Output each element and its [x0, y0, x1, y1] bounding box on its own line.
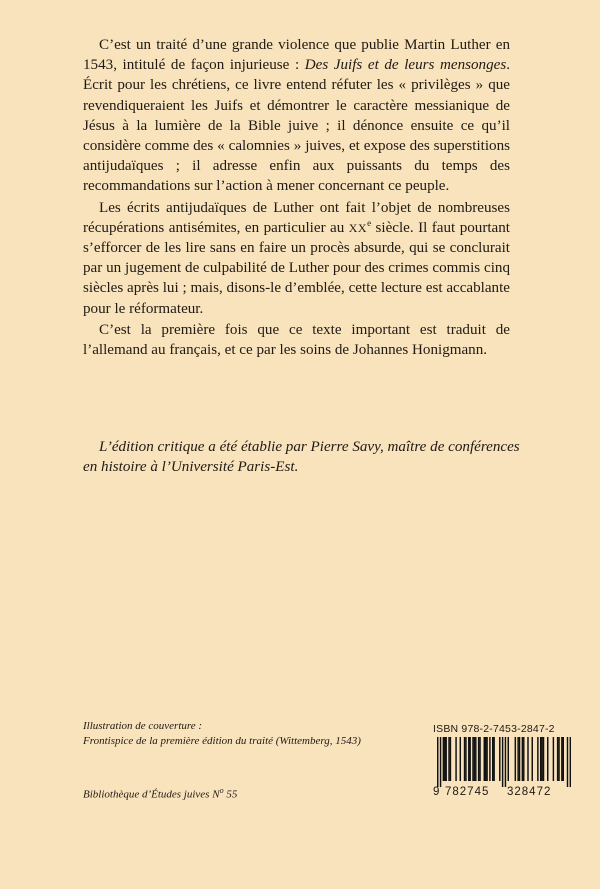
cover-illustration-text: Frontispice de la première édition du traité (Wittemberg, 1543)	[83, 735, 361, 747]
blurb	[83, 35, 510, 360]
barcode-bar	[541, 737, 542, 781]
barcode-bar	[557, 737, 558, 781]
barcode-bar	[508, 737, 509, 781]
barcode-bar	[558, 737, 559, 781]
barcode-guard-bar	[570, 737, 571, 787]
series-text: Bibliothèque d’Études juives N	[83, 788, 220, 801]
barcode-bar	[547, 737, 548, 781]
barcode-bar	[474, 737, 475, 781]
barcode-bar	[563, 737, 564, 781]
series-number-sign: o	[219, 786, 224, 795]
barcode-guard-bar	[502, 737, 503, 787]
barcode-bar	[537, 737, 538, 781]
blurb-text-run: e	[367, 217, 372, 228]
barcode-bar	[455, 737, 456, 781]
barcode-guard-bar	[440, 737, 441, 787]
barcode-bar	[540, 737, 541, 781]
blurb-paragraph	[83, 320, 510, 360]
blurb-text-run: C’est la première fois que ce texte important est traduit de l’allemand au français, et ce par les soins de Johannes Honigmann.	[83, 321, 510, 359]
barcode-bar	[553, 737, 554, 781]
barcode-bar	[450, 737, 451, 781]
blurb-paragraph	[83, 35, 510, 197]
barcode-graphic	[437, 737, 571, 787]
barcode-bar	[464, 737, 465, 781]
barcode-bar	[523, 737, 524, 781]
barcode-bar	[460, 737, 461, 781]
barcode-bar	[499, 737, 500, 781]
blurb-paragraph	[83, 198, 510, 319]
barcode-guard-bar	[567, 737, 568, 787]
barcode-bar	[468, 737, 469, 781]
barcode-bar	[489, 737, 490, 781]
barcode-bar	[527, 737, 528, 781]
barcode-guard-bar	[437, 737, 438, 787]
barcode-bar	[469, 737, 470, 781]
blurb-text-run: C’est un traité d’une grande violence que publie Martin Luther en 1543, intitulé de façon injurieuse :	[83, 37, 510, 74]
isbn-label: ISBN 978-2-7453-2847-2	[433, 723, 555, 735]
barcode-bar	[448, 737, 449, 781]
series-number: 55	[223, 788, 238, 801]
barcode-bar	[492, 737, 493, 781]
blurb-text-run: . Écrit pour les chrétiens, ce livre entend réfuter les « privilèges » que revendiqueraient les Juifs et démontrer le caractère messianique de Jésus à la lumière de la Bible juive ; il dénonce ensuite ce qu’il considère comme des « calomnies » juives, et expose des superstitions antijudaïques ; il adresse enfin aux puissants du temps des recommandations sur l’action à mener concernant ce peuple.	[83, 57, 510, 195]
barcode-bar	[522, 737, 523, 781]
barcode-bar	[444, 737, 445, 781]
barcode-bar	[485, 737, 486, 781]
blurb-text-run: Les écrits antijudaïques de Luther ont fait l’objet de nombreuses récupérations antisémites, en particulier au	[83, 199, 510, 236]
barcode-bars	[437, 737, 571, 787]
ean-left-group: 782745	[445, 786, 490, 798]
barcode-bar	[493, 737, 494, 781]
barcode-bar	[465, 737, 466, 781]
ean-first-digit: 9	[433, 786, 440, 798]
editor-credit: L’édition critique a été établie par Pierre Savy, maître de conférences en histoire à l’Université Paris-Est.	[83, 439, 520, 476]
barcode-bar	[515, 737, 516, 781]
barcode-bar	[478, 737, 479, 781]
blurb-text-run: XX	[348, 220, 368, 235]
barcode-bar	[479, 737, 480, 781]
barcode-bar	[561, 737, 562, 781]
cover-illustration-note	[83, 719, 423, 749]
book-title-italic: Des Juifs et de leurs mensonges	[304, 57, 507, 74]
barcode-bar	[475, 737, 476, 781]
barcode-bar	[486, 737, 487, 781]
barcode-bar	[517, 737, 518, 781]
barcode-bar	[484, 737, 485, 781]
isbn-barcode	[433, 723, 573, 803]
barcode-guard-bar	[505, 737, 506, 787]
barcode-bar	[543, 737, 544, 781]
blurb-text-run: siècle. Il faut pourtant s’efforcer de les lire sans en faire un procès absurde, qui se conclurait par un jugement de culpabilité de Luther pour des crimes commis cinq siècles après lui ; mais, disons-le d’emblée, cette lecture est accablante pour le réformateur.	[83, 219, 510, 317]
barcode-bar	[443, 737, 444, 781]
barcode-bar	[519, 737, 520, 781]
barcode-bar	[532, 737, 533, 781]
cover-illustration-heading: Illustration de couverture :	[83, 720, 203, 732]
ean-right-group: 328472	[507, 786, 552, 798]
barcode-bar	[445, 737, 446, 781]
barcode-bar	[472, 737, 473, 781]
series-name	[83, 783, 237, 803]
